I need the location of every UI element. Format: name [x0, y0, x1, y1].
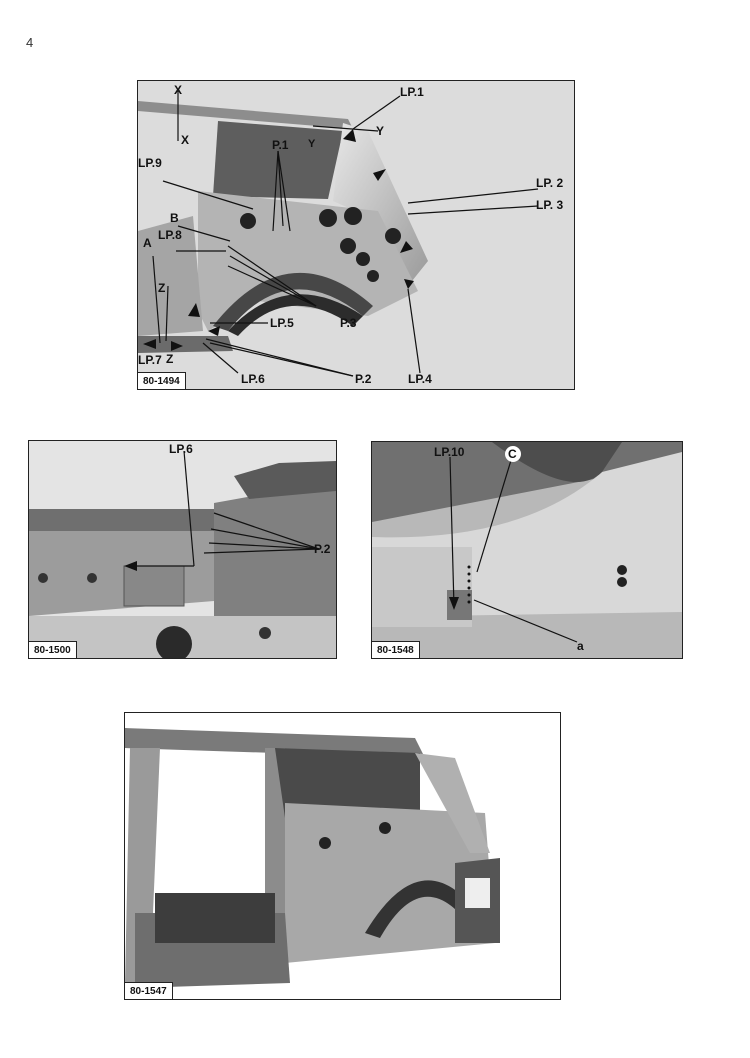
label-x-mid: X: [181, 133, 190, 147]
photo-sill: [29, 441, 336, 658]
figure-body-shell: [124, 712, 561, 1000]
label-z-top: Z: [158, 281, 166, 295]
figure-sill-detail: [28, 440, 337, 659]
label-lp4: LP.4: [408, 372, 432, 386]
label-lp6: LP.6: [169, 442, 193, 456]
label-p2: P.2: [314, 542, 331, 556]
label-y-right: Y: [376, 124, 385, 138]
label-lp6: LP.6: [241, 372, 265, 386]
label-lp3: LP. 3: [536, 198, 564, 212]
label-y-small: Y: [308, 138, 316, 150]
figure-rear-body-side-labels: [137, 80, 575, 390]
label-lp1: LP.1: [400, 85, 424, 99]
figure-id: 80-1547: [125, 982, 173, 999]
label-lp8: LP.8: [158, 228, 182, 242]
label-x-top: X: [174, 83, 183, 97]
label-c: C: [508, 447, 517, 461]
label-lp7: LP.7: [138, 353, 162, 367]
label-lp5: LP.5: [270, 316, 294, 330]
label-b: B: [170, 211, 179, 225]
photo-body-shell: [125, 713, 560, 999]
figure-id: 80-1500: [29, 641, 77, 658]
label-a: a: [577, 639, 584, 653]
page-number: 4: [26, 35, 34, 50]
figure-id: 80-1494: [138, 372, 186, 389]
label-lp2: LP. 2: [536, 176, 564, 190]
label-z-bottom: Z: [166, 352, 174, 366]
figure-id: 80-1548: [372, 641, 420, 658]
label-p1: P.1: [272, 138, 289, 152]
photo-rear-quarter: [138, 81, 574, 389]
figure-lp10-detail: [371, 441, 683, 659]
label-lp10: LP.10: [434, 445, 465, 459]
label-lp9: LP.9: [138, 156, 162, 170]
label-p2: P.2: [355, 372, 372, 386]
photo-wheel-arch-joint: [372, 442, 682, 658]
label-p3: P.3: [340, 316, 357, 330]
label-a: A: [143, 236, 152, 250]
